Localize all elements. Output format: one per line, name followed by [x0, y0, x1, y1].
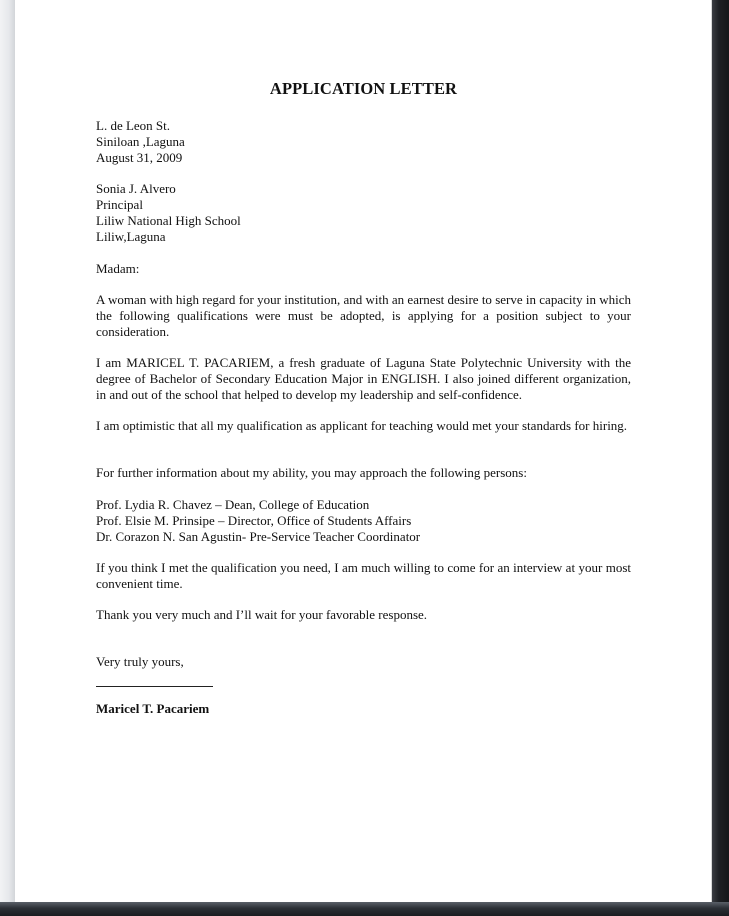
- reference-item: Prof. Elsie M. Prinsipe – Director, Office of Students Affairs: [96, 513, 412, 528]
- complimentary-close: Very truly yours,: [96, 654, 184, 669]
- closing-paragraph: Thank you very much and I’ll wait for your favorable response.: [96, 607, 428, 622]
- signature-line: [96, 686, 213, 687]
- signature-name: Maricel T. Pacariem: [96, 701, 210, 716]
- letter-date: August 31, 2009: [96, 150, 183, 165]
- reference-item: Dr. Corazon N. San Agustin- Pre-Service Teacher Coordinator: [96, 529, 421, 544]
- sender-address: [96, 118, 185, 166]
- body-paragraph: For further information about my ability, you may approach the following persons:: [96, 465, 527, 480]
- body-paragraph: A woman with high regard for your institution, and with an earnest desire to serve in capacity in which the following qualifications were must be adopted, is applying for a position subject to your consideration.: [96, 292, 631, 339]
- recipient-name: Sonia J. Alvero: [96, 181, 176, 196]
- body-paragraph: I am MARICEL T. PACARIEM, a fresh graduate of Laguna State Polytechnic University with the degree of Bachelor of Secondary Education Major in ENGLISH. I also joined different organization, in and out of the school that helped to develop my leadership and self-confidence.: [96, 355, 631, 402]
- recipient-position: Principal: [96, 197, 143, 212]
- recipient-town: Liliw,Laguna: [96, 229, 166, 244]
- recipient-school: Liliw National High School: [96, 213, 241, 228]
- reference-item: Prof. Lydia R. Chavez – Dean, College of Education: [96, 497, 370, 512]
- right-scroll-edge: [712, 0, 729, 916]
- closing-paragraph: If you think I met the qualification you need, I am much willing to come for an interview at your most convenient time.: [96, 560, 631, 591]
- body-paragraph: I am optimistic that all my qualification as applicant for teaching would met your standards for hiring.: [96, 418, 628, 433]
- sender-town: Siniloan ,Laguna: [96, 134, 185, 149]
- letter-title: APPLICATION LETTER: [269, 79, 458, 98]
- bottom-window-edge: [0, 902, 729, 916]
- document-page: [15, 0, 712, 902]
- left-window-edge: [0, 0, 15, 916]
- sender-street: L. de Leon St.: [96, 118, 171, 133]
- references-list: [96, 497, 420, 545]
- recipient-block: [96, 181, 241, 245]
- salutation: Madam:: [96, 261, 140, 276]
